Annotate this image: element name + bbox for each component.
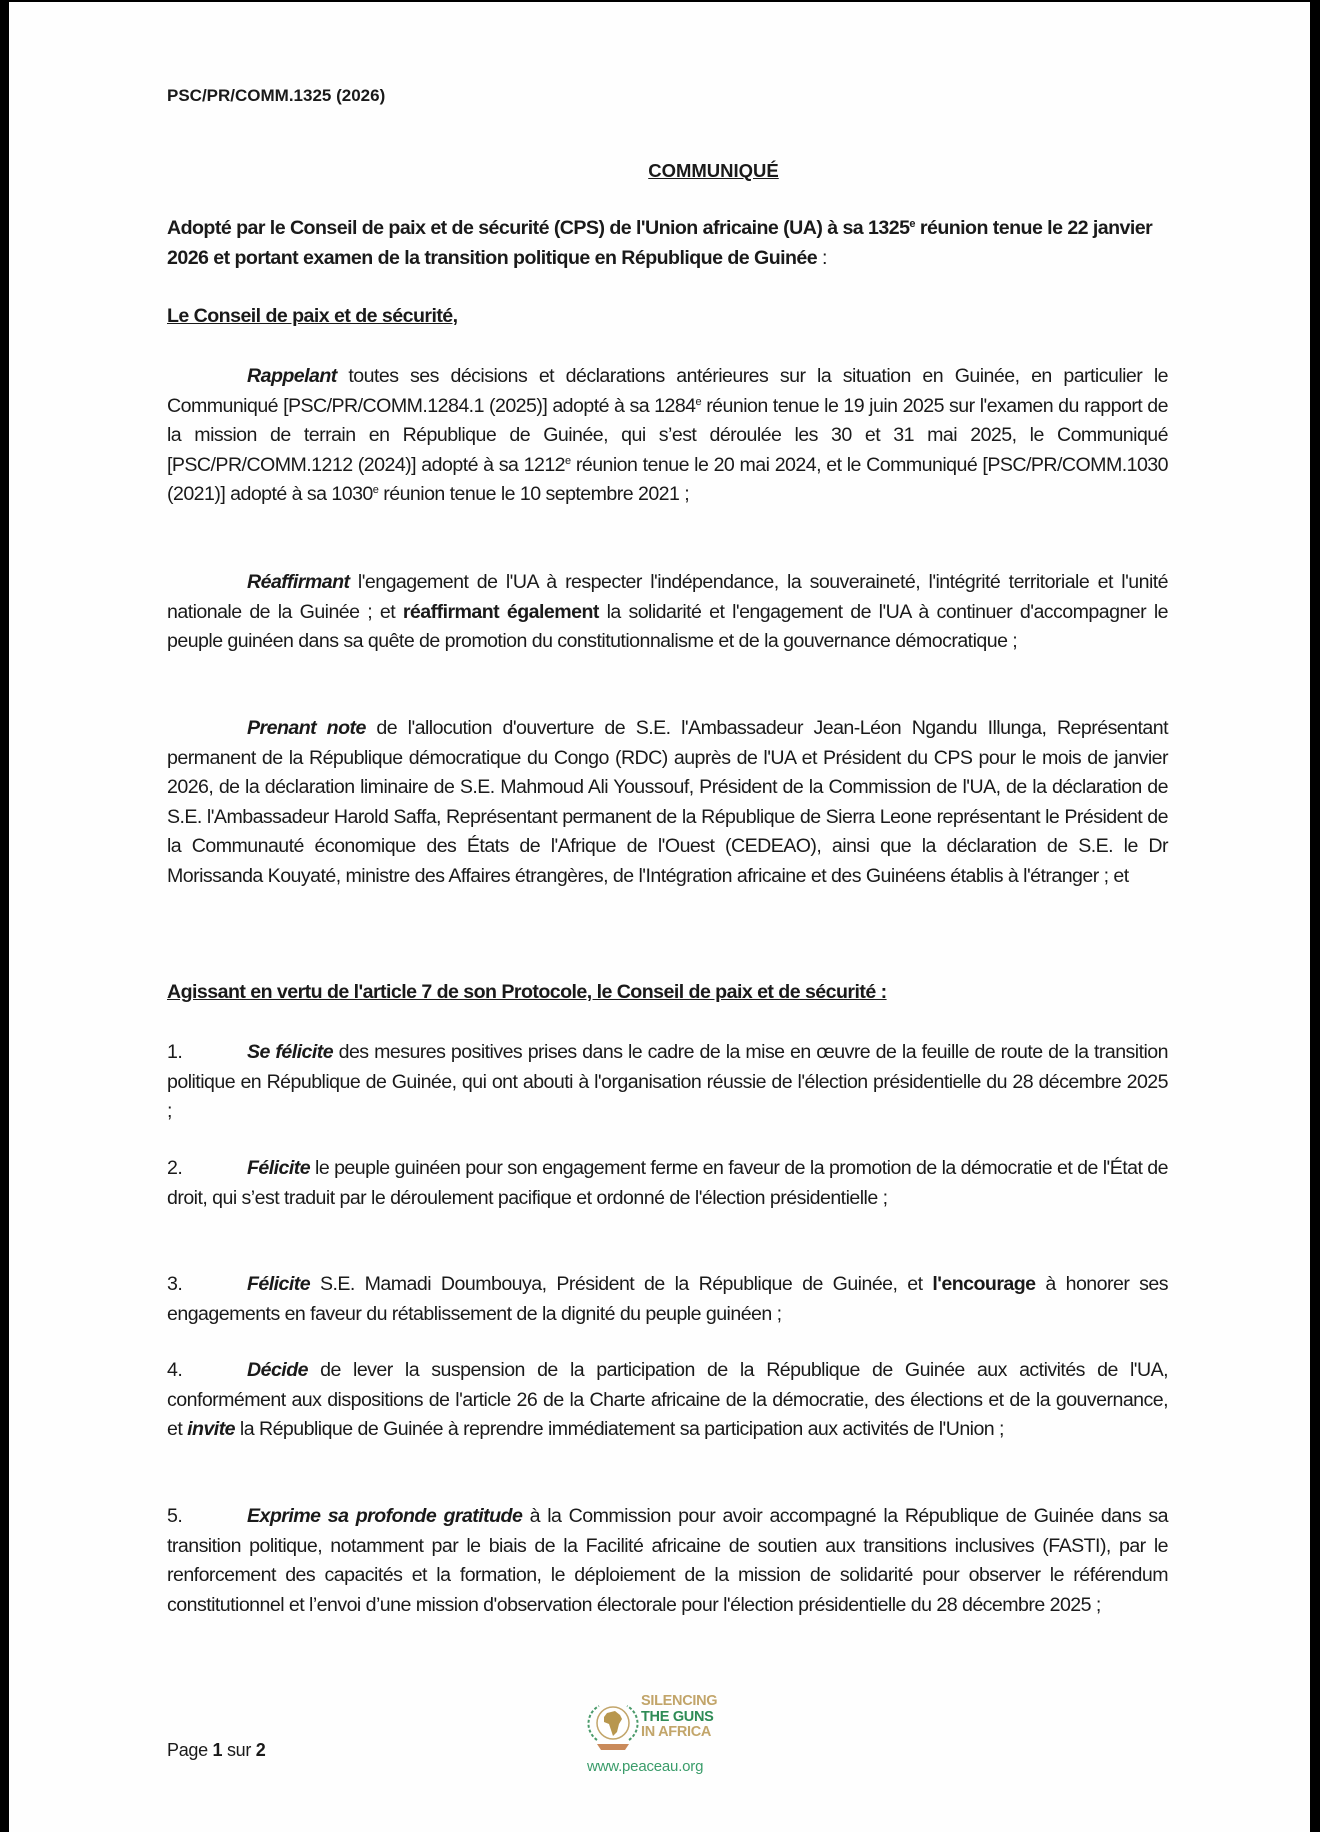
preamble-text: toutes ses décisions et déclarations antérieures sur la situation en Guinée, en particulier le Communiqué [PSC/PR/COMM.1284.1 (2025)] adopté à sa 1284: [167, 365, 1168, 417]
item-number: 5.: [167, 1505, 183, 1527]
intro-colon: :: [817, 246, 827, 269]
operative-item: [167, 1356, 1168, 1445]
item-number: 4.: [167, 1359, 183, 1381]
item-text: à la Commission pour avoir accompagné la République de Guinée dans sa transition politique, notamment par le biais de la Facilité africaine de soutien aux transitions inclusives (FASTI), par le renforcement des capacités et la formation, le déploiement de la mission de solidarité pour observer le référendum constitutionnel et l’envoi d’une mission d'observation électorale pour l'élection présidentielle du 28 décembre 2025 ;: [167, 1505, 1168, 1616]
council-heading: Le Conseil de paix et de sécurité,: [167, 305, 458, 327]
silencing-the-guns-logo: [587, 1694, 747, 1784]
preamble-text: réunion tenue le 19 juin 2025 sur l'examen du rapport de la mission de terrain en République de Guinée, qui s’est déroulée les 30 et 31 mai 2025, le Communiqué [PSC/PR/COMM.1212 (2024)] adopté à sa 1212: [167, 394, 1168, 476]
item-text: à honorer ses engagements en faveur du rétablissement de la dignité du peuple guinéen ;: [167, 1273, 1168, 1325]
preamble-text: l'engagement de l'UA à respecter l'indépendance, la souveraineté, l'intégrité territoriale et l'unité nationale de la Guinée ; et: [167, 571, 1168, 623]
page-middle: sur: [222, 1740, 256, 1760]
logo-line-2: THE GUNS: [641, 1708, 714, 1725]
operative-item: [167, 1502, 1168, 1620]
item-number: 3.: [167, 1273, 183, 1295]
preamble-reaffirming: [167, 568, 1168, 657]
au-emblem-icon: [587, 1696, 639, 1758]
ordinal-superscript: e: [565, 454, 571, 467]
item-text: des mesures positives prises dans le cadre de la mise en œuvre de la feuille de route de la transition politique en République de Guinée, qui ont abouti à l'organisation réussie de l'élection présidentielle du 28 décembre 2025 ;: [167, 1041, 1168, 1123]
ordinal-superscript: e: [909, 218, 915, 230]
logo-line-1: SILENCING: [641, 1693, 718, 1709]
page-current: 1: [212, 1740, 223, 1760]
intro-text-1: Adopté par le Conseil de paix et de sécurité (CPS) de l'Union africaine (UA) à sa 1325: [167, 217, 910, 239]
item-text: le peuple guinéen pour son engagement ferme en faveur de la promotion de la démocratie et de l'État de droit, qui s’est traduit par le déroulement pacifique et ordonné de l'élection présidentielle ;: [167, 1157, 1168, 1209]
item-text: S.E. Mamadi Doumbouya, Président de la République de Guinée, et: [310, 1273, 933, 1295]
operative-item: [167, 1154, 1168, 1213]
item-number: 2.: [167, 1157, 183, 1179]
page-total: 2: [255, 1740, 266, 1760]
logo-line-3: IN AFRICA: [641, 1724, 712, 1740]
preamble-text: réunion tenue le 10 septembre 2021 ;: [378, 483, 690, 506]
document-page: [9, 2, 1310, 1832]
preamble-recalling: [167, 362, 1168, 510]
item-lead: Décide: [247, 1359, 308, 1381]
preamble-text: réunion tenue le 20 mai 2024, et le Communiqué [PSC/PR/COMM.1030 (2021)] adopté à sa 1030: [167, 453, 1168, 506]
preamble-noting: [167, 714, 1168, 892]
item-text: de lever la suspension de la participation de la République de Guinée aux activités de l'UA, conformément aux dispositions de l'article 26 de la Charte africaine de la démocratie, des élections et de la gouvernance, et: [167, 1359, 1168, 1441]
website-link[interactable]: www.peaceau.org: [587, 1758, 704, 1775]
preamble-text: de l'allocution d'ouverture de S.E. l'Ambassadeur Jean-Léon Ngandu Illunga, Représentant permanent de la République démocratique du Congo (RDC) auprès de l'UA et Président du CPS pour le mois de janvier 2026, de la déclaration liminaire de S.E. Mahmoud Ali Youssouf, Président de la Commission de l'UA, de la déclaration de S.E. l'Ambassadeur Harold Saffa, Représentant permanent de la République de Sierra Leone représentant le Président de la Communauté économique des États de l'Afrique de l'Ouest (CEDEAO), ainsi que la déclaration de S.E. le Dr Morissanda Kouyaté, ministre des Affaires étrangères, de l'Intégration africaine et des Guinéens établis à l'étranger ; et: [167, 717, 1168, 887]
item-bold-italic: invite: [187, 1418, 236, 1441]
preamble-lead: Réaffirmant: [247, 571, 350, 593]
operative-item: [167, 1270, 1168, 1329]
preamble-lead: Rappelant: [247, 365, 337, 387]
item-bold: l'encourage: [932, 1273, 1036, 1295]
acting-heading: Agissant en vertu de l'article 7 de son Protocole, le Conseil de paix et de sécurité :: [167, 981, 887, 1003]
page-number: [167, 1740, 266, 1761]
adoption-statement: [167, 214, 1168, 273]
preamble-lead: Prenant note: [247, 717, 366, 739]
preamble-bold: réaffirmant également: [402, 600, 599, 623]
page-prefix: Page: [167, 1740, 213, 1760]
ordinal-superscript: e: [372, 484, 379, 497]
item-text: la République de Guinée à reprendre immédiatement sa participation aux activités de l'Union ;: [235, 1418, 1004, 1441]
logo-text: [641, 1694, 717, 1741]
preamble-text: la solidarité et l'engagement de l'UA à continuer d'accompagner le peuple guinéen dans sa quête de promotion du constitutionnalisme et de la gouvernance démocratique ;: [167, 600, 1168, 653]
operative-item: [167, 1038, 1168, 1127]
item-lead: Félicite: [247, 1273, 311, 1295]
item-lead: Exprime sa profonde gratitude: [247, 1505, 523, 1527]
item-number: 1.: [167, 1041, 183, 1063]
document-title: COMMUNIQUÉ: [648, 160, 779, 181]
ordinal-superscript: e: [695, 395, 702, 408]
intro-text-2: réunion tenue le 22 janvier 2026 et portant examen de la transition politique en République de Guinée: [167, 217, 1153, 269]
document-reference: PSC/PR/COMM.1325 (2026): [167, 86, 386, 105]
item-lead: Se félicite: [247, 1041, 334, 1063]
item-lead: Félicite: [247, 1157, 311, 1179]
